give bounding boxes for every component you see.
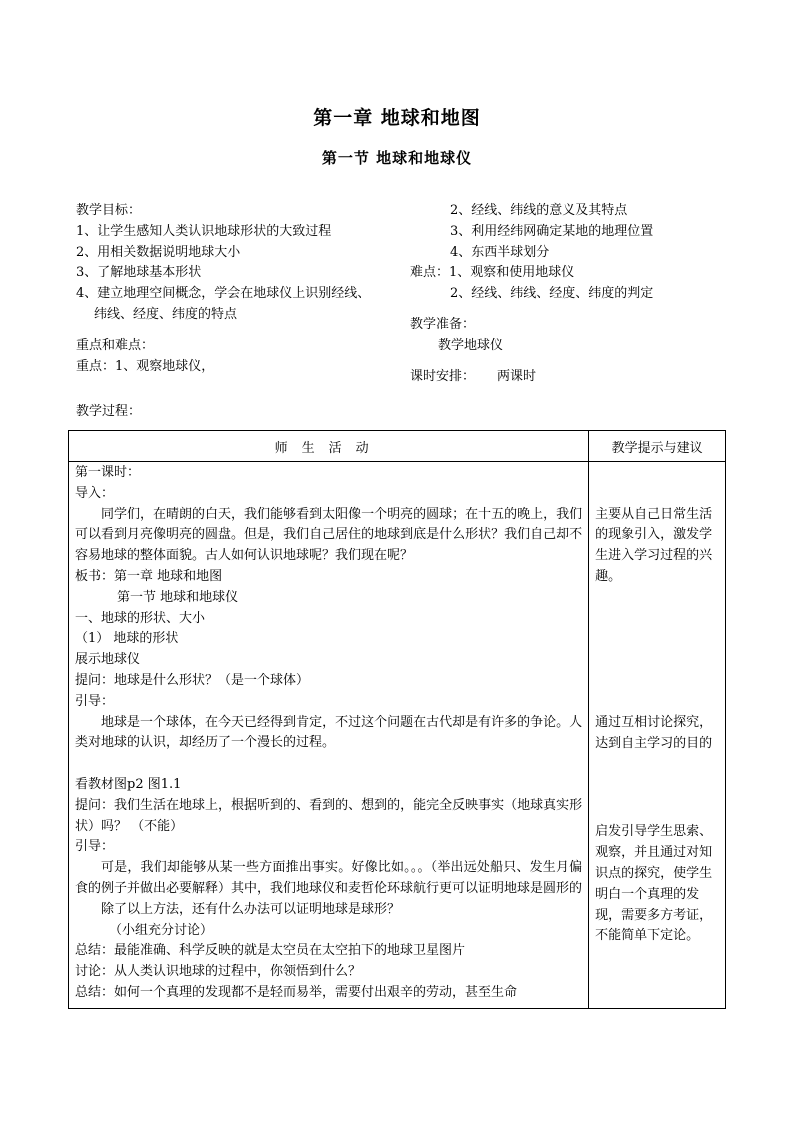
teaching-note: 通过互相讨论探究，达到自主学习的目的	[595, 714, 713, 751]
lesson-paragraph: 提问：我们生活在地球上，根据听到的、看到的、想到的，能完全反映事实（地球真实形状）吗？ （不能）	[75, 797, 583, 834]
lesson-table	[68, 430, 726, 1009]
teaching-note: 主要从自己日常生活的现象引入，激发学生进入学习过程的兴趣。	[595, 506, 713, 584]
preparation-item: 教学地球仪	[438, 337, 504, 353]
objective-item-continued: 纬线、经度、纬度的特点	[94, 306, 238, 322]
lesson-line: 第一课时：	[75, 465, 141, 480]
lesson-line: 除了以上方法，还有什么办法可以证明地球是球形？	[101, 901, 401, 917]
lesson-line: 讨论：从人类认识地球的过程中，你领悟到什么？	[75, 964, 362, 980]
lesson-line: （小组充分讨论）	[109, 922, 214, 938]
objective-item: 3、了解地球基本形状	[76, 265, 202, 281]
lesson-line: 总结：如何一个真理的发现都不是轻而易举，需要付出艰辛的劳动，甚至生命	[75, 984, 518, 1000]
notes-cell	[589, 462, 726, 1009]
key-points-heading: 重点和难点：	[76, 337, 155, 353]
difficult-point: 2、经线、纬线、经度、纬度的判定	[450, 286, 654, 302]
chapter-title: 第一章 地球和地图	[313, 107, 481, 129]
difficult-point: 难点：1、观察和使用地球仪	[410, 265, 575, 281]
objective-item: 3、利用经纬网确定某地的地理位置	[450, 223, 654, 239]
key-point: 重点：1、观察地球仪，	[76, 358, 215, 374]
lesson-line: 板书：第一章 地球和地图	[75, 568, 223, 584]
lesson-line: 一、地球的形状、大小	[75, 610, 206, 626]
lesson-paragraph: 可是，我们却能够从某一些方面推出事实。好像比如。。。（举出远处船只、发生月偏食的例子并做出必要解释）其中，我们地球仪和麦哲伦环球航行更可以证明地球是圆形的	[75, 860, 583, 896]
section-title: 第一节 地球和地球仪	[321, 149, 473, 167]
lesson-line: 提问：地球是什么形状？（是一个球体）	[75, 672, 310, 688]
table-header-notes: 教学提示与建议	[589, 431, 726, 462]
right-column	[410, 201, 730, 387]
lesson-line: 引导：	[75, 839, 115, 855]
lesson-line: 看教材图p2 图1.1	[75, 776, 182, 792]
objectives-heading: 教学目标：	[76, 203, 142, 218]
objective-item: 2、用相关数据说明地球大小	[76, 244, 241, 260]
table-header-activities: 师生活动	[69, 431, 589, 462]
objective-item: 1、让学生感知人类认识地球形状的大致过程	[76, 223, 332, 239]
lesson-line: （1） 地球的形状	[75, 631, 179, 647]
activities-cell	[69, 462, 589, 1009]
schedule-value: 两课时	[497, 368, 537, 384]
objective-item: 4、东西半球划分	[450, 244, 550, 260]
lesson-paragraph: 地球是一个球体，在今天已经得到肯定，不过这个问题在古代却是有许多的争论。人类对地球的认识，却经历了一个漫长的过程。	[75, 714, 583, 751]
process-heading: 教学过程：	[76, 404, 142, 419]
left-column	[76, 201, 406, 377]
lesson-line: 引导：	[75, 693, 115, 709]
preparation-heading: 教学准备：	[410, 316, 476, 332]
schedule-label: 课时安排：	[410, 368, 476, 384]
lesson-line: 导入：	[75, 485, 115, 501]
lesson-line: 展示地球仪	[75, 652, 141, 668]
lesson-paragraph: 同学们，在晴朗的白天，我们能够看到太阳像一个明亮的圆球；在十五的晚上，我们可以看到月亮像明亮的圆盘。但是，我们自己居住的地球到底是什么形状？我们自己却不容易地球的整体面貌。古人如何认识地球呢？我们现在呢？	[75, 506, 583, 564]
lesson-line: 总结：最能准确、科学反映的就是太空员在太空拍下的地球卫星图片	[75, 943, 466, 959]
schedule-line	[410, 367, 730, 388]
lesson-line: 第一节 地球和地球仪	[117, 589, 239, 605]
teaching-note: 启发引导学生思索、观察，并且通过对知识点的探究，使学生明白一个真理的发现，需要多方考证，不能简单下定论。	[595, 824, 713, 944]
objective-item: 4、建立地理空间概念，学会在地球仪上识别经线、	[76, 286, 371, 302]
objective-item: 2、经线、纬线的意义及其特点	[450, 203, 628, 218]
